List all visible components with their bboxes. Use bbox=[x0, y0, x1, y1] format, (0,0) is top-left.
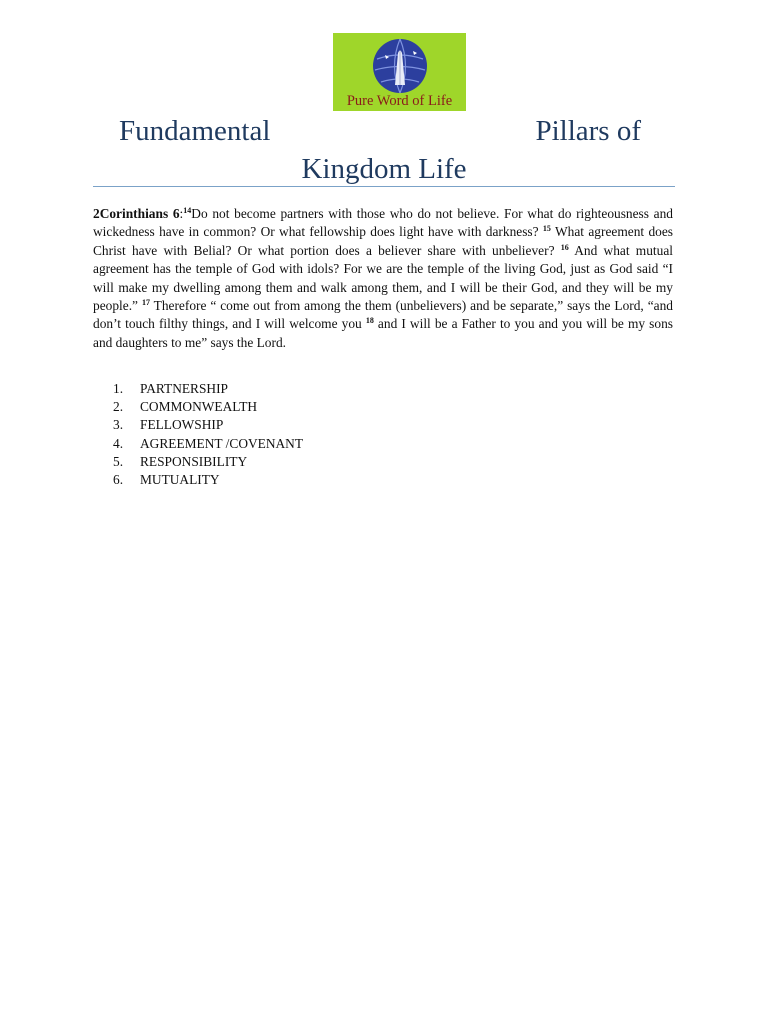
list-item bbox=[113, 380, 303, 398]
list-item bbox=[113, 471, 303, 489]
reference-separator: : bbox=[179, 206, 184, 221]
list-item-label: MUTUALITY bbox=[140, 472, 220, 488]
verse-text: and I will be a Father to you and you will be my sons and daughters to me” says the Lord. bbox=[93, 316, 673, 350]
list-item-label: FELLOWSHIP bbox=[140, 417, 224, 433]
pillars-list bbox=[113, 380, 303, 489]
title-word-right: Pillars of bbox=[535, 115, 641, 147]
globe-praying-hands-icon bbox=[371, 37, 429, 95]
list-item bbox=[113, 398, 303, 416]
verse-text: And what mutual agreement has the temple of God with idols? For we are the temple of the living God, just as God said “I will make my dwelling among them and walk among them, and I will be their God, and they will be my people.” bbox=[93, 242, 673, 314]
verse-text: What agreement does Christ have with Belial? Or what portion does a believer share with unbeliever? bbox=[93, 224, 673, 258]
logo-text: Pure Word of Life bbox=[346, 93, 453, 109]
list-item-number: 6. bbox=[113, 472, 124, 488]
verse-number: 17 bbox=[141, 298, 150, 308]
verse-number: 16 bbox=[560, 242, 569, 252]
verse-text: Do not become partners with those who do not believe. For what do righteousness and wickedness have in common? Or what fellowship does light have with darkness? bbox=[93, 206, 673, 240]
logo bbox=[333, 33, 466, 111]
page-title bbox=[93, 112, 675, 188]
verse-number: 18 bbox=[365, 316, 374, 326]
list-item-number: 4. bbox=[113, 435, 124, 451]
scripture-passage bbox=[93, 205, 673, 352]
list-item-label: RESPONSIBILITY bbox=[140, 453, 248, 469]
scripture-reference: 2Corinthians 6 bbox=[93, 206, 180, 221]
list-item-number: 3. bbox=[113, 417, 124, 433]
list-item-number: 5. bbox=[113, 453, 124, 469]
title-line-2: Kingdom Life bbox=[301, 153, 467, 185]
list-item-label: COMMONWEALTH bbox=[140, 399, 258, 415]
list-item-label: AGREEMENT /COVENANT bbox=[140, 435, 304, 451]
list-item-number: 2. bbox=[113, 399, 124, 415]
list-item bbox=[113, 435, 303, 453]
verse-text: Therefore “ come out from among the them (unbelievers) and be separate,” says the Lord, “and don’t touch filthy things, and I will welcome you bbox=[93, 298, 673, 332]
verse-number: 15 bbox=[542, 224, 551, 234]
verse-number: 14 bbox=[183, 206, 192, 215]
list-item-number: 1. bbox=[113, 381, 124, 396]
list-item bbox=[113, 416, 303, 434]
list-item bbox=[113, 453, 303, 471]
title-word-left: Fundamental bbox=[119, 115, 271, 147]
list-item-label: PARTNERSHIP bbox=[140, 381, 228, 396]
title-divider bbox=[93, 186, 675, 187]
